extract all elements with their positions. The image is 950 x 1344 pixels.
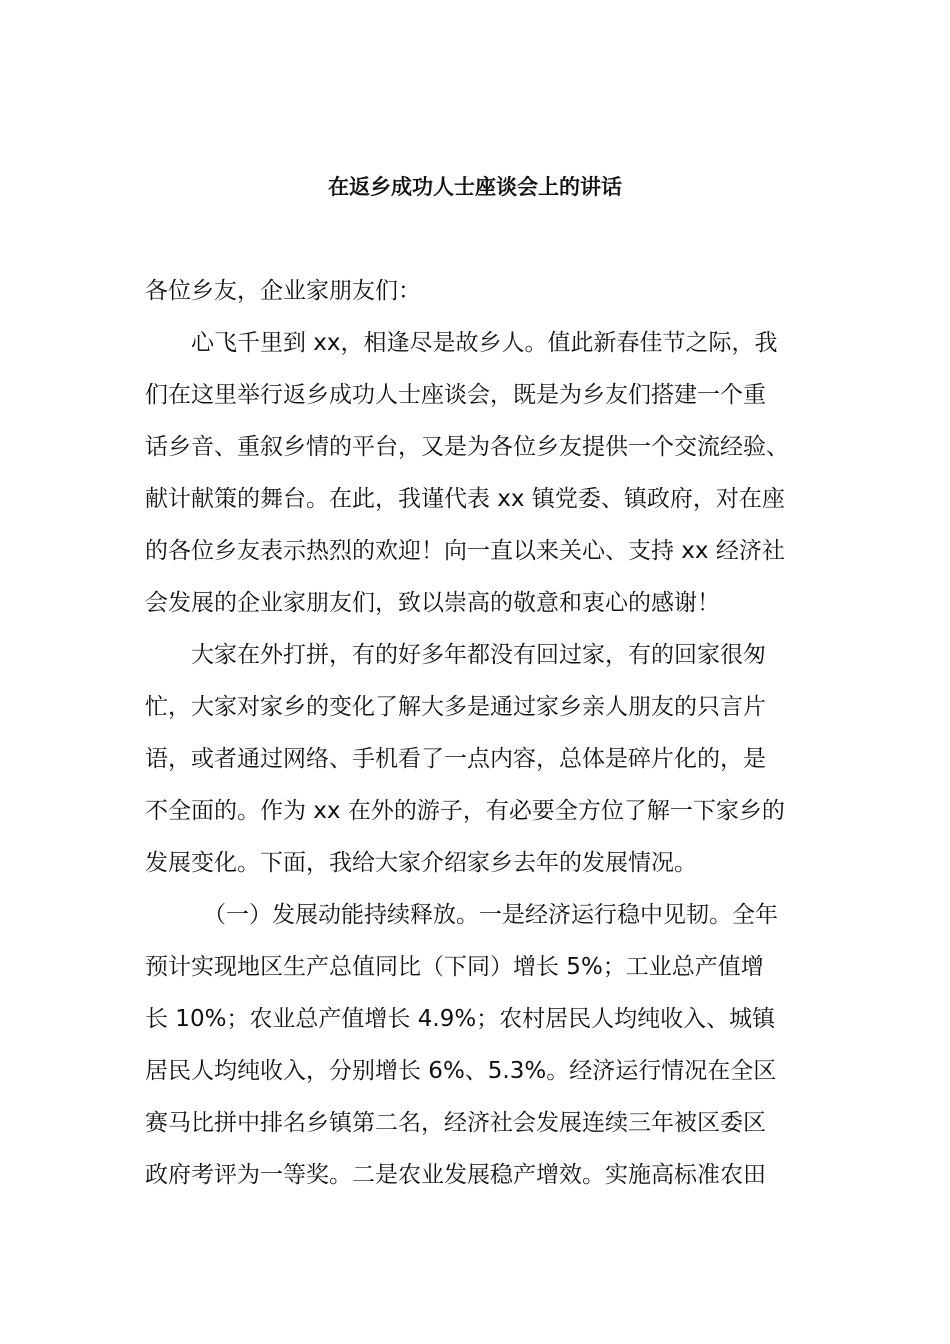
- paragraph-1-line-4: 献计献策的舞台。在此，我谨代表 xx 镇党委、镇政府，对在座: [145, 486, 785, 512]
- paragraph-1-line-2: 们在这里举行返乡成功人士座谈会，既是为乡友们搭建一个重: [145, 382, 766, 408]
- paragraph-3-line-5: 赛马比拼中排名乡镇第二名，经济社会发展连续三年被区委区: [145, 1110, 766, 1136]
- paragraph-2-line-1: 大家在外打拼，有的好多年都没有回过家，有的回家很匆: [191, 642, 766, 668]
- paragraph-1-line-1: 心飞千里到 xx，相逢尽是故乡人。值此新春佳节之际，我: [191, 330, 778, 356]
- paragraph-1-line-6: 会发展的企业家朋友们，致以崇高的敬意和衷心的感谢！: [145, 590, 720, 616]
- paragraph-1-line-3: 话乡音、重叙乡情的平台，又是为各位乡友提供一个交流经验、: [145, 434, 789, 460]
- paragraph-2-line-3: 语，或者通过网络、手机看了一点内容，总体是碎片化的，是: [145, 746, 766, 772]
- document-title: 在返乡成功人士座谈会上的讲话: [328, 175, 622, 199]
- paragraph-3-line-6: 政府考评为一等奖。二是农业发展稳产增效。实施高标准农田: [145, 1162, 766, 1188]
- paragraph-3-line-2: 预计实现地区生产总值同比（下同）增长 5%；工业总产值增: [145, 954, 764, 980]
- paragraph-1-line-5: 的各位乡友表示热烈的欢迎！向一直以来关心、支持 xx 经济社: [145, 538, 785, 564]
- document-body: [145, 265, 825, 1201]
- paragraph-2-line-4: 不全面的。作为 xx 在外的游子，有必要全方位了解一下家乡的: [145, 798, 785, 824]
- paragraph-2-line-5: 发展变化。下面，我给大家介绍家乡去年的发展情况。: [145, 850, 697, 876]
- paragraph-3-line-1: （一）发展动能持续释放。一是经济运行稳中见韧。全年: [203, 902, 778, 928]
- paragraph-3-line-3: 长 10%；农业总产值增长 4.9%；农村居民人均纯收入、城镇: [145, 1006, 776, 1032]
- salutation-line: 各位乡友，企业家朋友们：: [145, 278, 421, 304]
- paragraph-3-line-4: 居民人均纯收入，分别增长 6%、5.3%。经济运行情况在全区: [145, 1058, 777, 1084]
- paragraph-2-line-2: 忙，大家对家乡的变化了解大多是通过家乡亲人朋友的只言片: [145, 694, 766, 720]
